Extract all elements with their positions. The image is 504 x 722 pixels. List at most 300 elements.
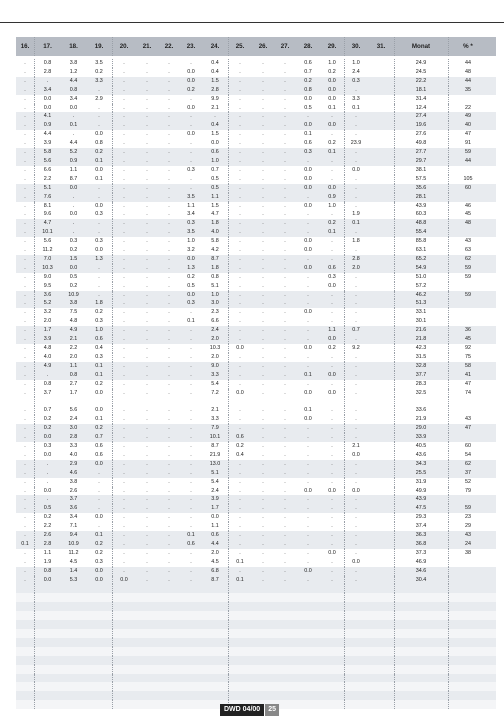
table-cell: . xyxy=(262,416,264,423)
table-cell: . xyxy=(284,380,286,387)
column-separator xyxy=(394,139,395,148)
table-cell xyxy=(368,380,394,389)
table-cell: . xyxy=(355,184,357,191)
table-cell: . xyxy=(331,362,333,369)
column-separator xyxy=(448,540,449,549)
table-cell: 75 xyxy=(465,353,471,360)
table-cell: . xyxy=(168,229,170,236)
column-separator xyxy=(34,264,35,273)
table-cell: 49 xyxy=(465,113,471,120)
column-separator xyxy=(448,602,449,611)
table-cell: . xyxy=(24,318,26,325)
column-separator xyxy=(448,380,449,389)
table-row xyxy=(16,487,496,496)
table-cell: . xyxy=(190,362,192,369)
table-cell: . xyxy=(331,451,333,458)
table-cell: 3.4 xyxy=(43,86,52,93)
table-cell: . xyxy=(262,104,264,111)
table-cell xyxy=(368,237,394,246)
table-cell: 0.1 xyxy=(236,576,244,583)
table-cell: . xyxy=(123,175,125,182)
table-cell: 2.0 xyxy=(69,353,78,360)
table-row xyxy=(16,353,496,362)
table-cell xyxy=(368,504,394,513)
table-cell: 0.0 xyxy=(236,389,244,396)
empty-row xyxy=(16,674,496,683)
column-separator xyxy=(34,682,35,691)
column-separator xyxy=(448,353,449,362)
table-cell: 2.8 xyxy=(43,68,52,75)
table-cell: . xyxy=(307,327,309,334)
table-cell: 5.1 xyxy=(43,184,52,191)
column-separator xyxy=(344,629,345,638)
table-cell: . xyxy=(239,496,241,503)
table-cell: 1.5 xyxy=(211,131,219,138)
table-cell: 0.2 xyxy=(43,425,52,432)
table-cell: . xyxy=(307,442,309,449)
table-cell: . xyxy=(146,532,148,539)
table-cell: . xyxy=(146,68,148,75)
column-separator xyxy=(34,558,35,567)
table-row xyxy=(16,273,496,282)
table-cell xyxy=(368,326,394,335)
column-separator xyxy=(448,389,449,398)
table-cell xyxy=(448,299,488,308)
table-cell: 2.8 xyxy=(211,86,219,93)
table-cell: 46 xyxy=(465,202,471,209)
column-separator xyxy=(394,469,395,478)
table-cell: . xyxy=(98,487,100,494)
table-cell: 7.1 xyxy=(69,523,78,530)
column-separator xyxy=(228,451,229,460)
column-separator xyxy=(34,59,35,68)
table-cell: 29.3 xyxy=(415,514,427,521)
table-cell xyxy=(368,353,394,362)
table-cell: . xyxy=(146,558,148,565)
table-cell: . xyxy=(24,469,26,476)
table-cell: 19.6 xyxy=(415,122,427,129)
table-cell: . xyxy=(262,576,264,583)
table-cell: 0.0 xyxy=(43,576,52,583)
column-separator xyxy=(228,157,229,166)
table-cell: . xyxy=(262,442,264,449)
table-cell: 0.0 xyxy=(43,434,52,441)
table-cell: . xyxy=(331,353,333,360)
column-separator xyxy=(228,130,229,139)
table-cell: . xyxy=(123,211,125,218)
table-cell: . xyxy=(355,532,357,539)
table-cell: . xyxy=(168,407,170,414)
table-cell: . xyxy=(24,451,26,458)
column-separator xyxy=(344,442,345,451)
table-cell: . xyxy=(190,505,192,512)
table-cell: 4.7 xyxy=(43,220,52,227)
table-cell: 21.6 xyxy=(415,327,427,334)
table-cell: . xyxy=(123,309,125,316)
column-separator xyxy=(112,584,113,593)
column-separator xyxy=(34,335,35,344)
table-cell: . xyxy=(24,220,26,227)
table-cell xyxy=(368,219,394,228)
table-cell xyxy=(448,308,488,317)
column-separator xyxy=(228,620,229,629)
table-cell: . xyxy=(262,273,264,280)
column-separator xyxy=(112,326,113,335)
table-cell: 6.6 xyxy=(43,166,52,173)
table-cell: . xyxy=(146,416,148,423)
column-separator xyxy=(448,77,449,86)
column-separator xyxy=(228,273,229,282)
table-cell: . xyxy=(262,336,264,343)
table-cell: . xyxy=(168,425,170,432)
table-row xyxy=(16,362,496,371)
column-separator xyxy=(112,424,113,433)
table-cell: . xyxy=(239,327,241,334)
column-separator xyxy=(34,308,35,317)
table-cell: 24.9 xyxy=(415,60,427,66)
empty-row xyxy=(16,665,496,674)
table-row xyxy=(16,264,496,273)
table-cell: 44 xyxy=(465,157,471,164)
column-separator xyxy=(344,362,345,371)
column-separator xyxy=(344,255,345,264)
table-cell: 31.5 xyxy=(415,353,427,360)
table-cell: . xyxy=(355,353,357,360)
table-cell: . xyxy=(331,460,333,467)
column-separator xyxy=(344,691,345,700)
table-cell: . xyxy=(123,193,125,200)
column-separator xyxy=(394,433,395,442)
table-cell: . xyxy=(239,380,241,387)
table-cell: . xyxy=(168,514,170,521)
table-cell: 33.1 xyxy=(415,309,427,316)
table-cell: . xyxy=(307,558,309,565)
table-cell: . xyxy=(123,273,125,280)
table-cell: . xyxy=(239,273,241,280)
table-cell: 6.6 xyxy=(211,318,219,325)
table-cell xyxy=(368,184,394,193)
table-cell: . xyxy=(146,184,148,191)
table-cell: 63.1 xyxy=(415,247,427,254)
table-cell xyxy=(368,442,394,451)
table-cell: . xyxy=(284,442,286,449)
table-cell: 0.2 xyxy=(95,425,103,432)
table-cell: 0.0 xyxy=(187,104,195,111)
column-header: 31. xyxy=(376,43,386,50)
column-separator xyxy=(112,291,113,300)
table-cell: 0.3 xyxy=(95,353,103,360)
column-separator xyxy=(448,273,449,282)
table-row xyxy=(16,326,496,335)
table-cell: . xyxy=(307,193,309,200)
table-cell xyxy=(368,166,394,175)
table-cell xyxy=(368,193,394,202)
table-cell: 48.8 xyxy=(415,220,427,227)
table-cell: . xyxy=(239,300,241,307)
table-cell: 0.1 xyxy=(187,318,195,325)
column-separator xyxy=(34,700,35,709)
column-separator xyxy=(228,104,229,113)
column-separator xyxy=(34,148,35,157)
table-cell: 0.4 xyxy=(95,345,103,351)
empty-row xyxy=(16,611,496,620)
table-cell: 1.3 xyxy=(187,264,195,271)
column-separator xyxy=(394,175,395,184)
table-cell: 43 xyxy=(465,532,471,539)
column-separator xyxy=(34,593,35,602)
table-cell: . xyxy=(331,478,333,485)
table-cell: 0.2 xyxy=(95,540,103,547)
table-cell: 0.5 xyxy=(304,104,312,111)
table-cell: 3.4 xyxy=(69,514,78,521)
table-cell: . xyxy=(307,540,309,547)
table-cell xyxy=(368,112,394,121)
table-cell: . xyxy=(146,122,148,129)
table-cell: . xyxy=(190,140,192,147)
column-separator xyxy=(448,665,449,674)
table-cell: . xyxy=(355,131,357,138)
column-separator xyxy=(448,371,449,380)
table-cell: . xyxy=(355,469,357,476)
table-cell: 4.0 xyxy=(211,229,219,236)
table-cell: 5.6 xyxy=(43,238,52,245)
table-cell: 0.2 xyxy=(69,282,78,289)
table-cell xyxy=(368,308,394,317)
column-separator xyxy=(394,273,395,282)
table-row xyxy=(16,451,496,460)
table-cell: 29.0 xyxy=(415,425,427,432)
table-cell: . xyxy=(284,77,286,84)
table-cell: 4.4 xyxy=(69,77,78,84)
column-separator xyxy=(394,95,395,104)
table-cell: . xyxy=(355,336,357,343)
table-cell: 0.2 xyxy=(95,149,103,156)
table-cell: 0.0 xyxy=(304,309,312,316)
table-cell: . xyxy=(262,140,264,147)
table-cell xyxy=(368,59,394,68)
table-cell xyxy=(368,246,394,255)
column-separator xyxy=(344,246,345,255)
table-cell xyxy=(368,130,394,139)
table-cell: . xyxy=(262,345,264,351)
column-separator xyxy=(34,674,35,683)
column-separator xyxy=(112,576,113,585)
column-separator xyxy=(34,451,35,460)
column-separator xyxy=(34,255,35,264)
table-cell: 0.9 xyxy=(328,193,336,200)
column-separator xyxy=(112,478,113,487)
table-cell: . xyxy=(262,567,264,574)
column-header: 21. xyxy=(142,43,152,50)
table-cell: . xyxy=(355,86,357,93)
table-cell: . xyxy=(284,60,286,66)
table-cell: . xyxy=(146,131,148,138)
table-cell: 8.7 xyxy=(211,442,219,449)
column-separator xyxy=(394,691,395,700)
table-cell xyxy=(368,210,394,219)
table-cell: 0.0 xyxy=(69,264,78,271)
column-separator xyxy=(448,406,449,415)
column-separator xyxy=(344,513,345,522)
table-cell: . xyxy=(123,300,125,307)
column-separator xyxy=(112,638,113,647)
column-separator xyxy=(112,37,113,56)
table-cell: 27.6 xyxy=(415,131,427,138)
table-cell: . xyxy=(262,282,264,289)
table-cell: 0.4 xyxy=(211,60,219,66)
table-cell: . xyxy=(239,487,241,494)
table-row xyxy=(16,513,496,522)
table-cell: . xyxy=(168,300,170,307)
column-separator xyxy=(228,389,229,398)
table-cell: . xyxy=(262,327,264,334)
table-cell: . xyxy=(331,175,333,182)
table-cell: . xyxy=(98,220,100,227)
column-separator xyxy=(34,202,35,211)
table-cell: 2.8 xyxy=(352,255,360,262)
table-cell: 0.0 xyxy=(95,576,103,583)
table-cell: . xyxy=(307,157,309,164)
table-cell: 3.4 xyxy=(69,95,78,102)
table-cell: . xyxy=(355,425,357,432)
column-separator xyxy=(112,389,113,398)
table-cell: . xyxy=(123,505,125,512)
table-cell: . xyxy=(239,77,241,84)
table-cell: 85.8 xyxy=(415,238,427,245)
table-row xyxy=(16,139,496,148)
table-cell: . xyxy=(355,291,357,298)
table-cell: 0.0 xyxy=(328,371,336,378)
table-cell: . xyxy=(24,353,26,360)
table-cell: . xyxy=(146,247,148,254)
column-separator xyxy=(112,674,113,683)
table-cell: . xyxy=(72,220,75,227)
column-separator xyxy=(34,647,35,656)
column-separator xyxy=(344,344,345,353)
column-separator xyxy=(448,282,449,291)
table-cell: . xyxy=(190,478,192,485)
table-cell: 18.1 xyxy=(415,86,427,93)
table-cell: 2.8 xyxy=(69,434,78,441)
table-cell: . xyxy=(355,514,357,521)
column-separator xyxy=(394,415,395,424)
table-cell: . xyxy=(98,505,100,512)
table-cell: . xyxy=(123,523,125,530)
table-cell: 2.4 xyxy=(69,416,78,423)
table-cell: 0.0 xyxy=(304,345,312,351)
table-cell: . xyxy=(262,184,264,191)
table-cell: 33.6 xyxy=(415,407,427,414)
table-cell: . xyxy=(168,273,170,280)
table-cell: 59 xyxy=(465,291,471,298)
table-cell: . xyxy=(146,86,148,93)
table-cell: . xyxy=(284,336,286,343)
column-separator xyxy=(448,504,449,513)
column-separator xyxy=(448,264,449,273)
table-cell: . xyxy=(146,514,148,521)
table-cell: . xyxy=(24,514,26,521)
table-cell: . xyxy=(146,113,148,120)
table-cell: 0.0 xyxy=(95,166,103,173)
column-separator xyxy=(394,665,395,674)
table-cell: 25.5 xyxy=(415,469,427,476)
table-cell: 2.0 xyxy=(352,264,360,271)
column-separator xyxy=(112,549,113,558)
column-separator xyxy=(344,451,345,460)
table-cell: 2.0 xyxy=(43,318,52,325)
column-separator xyxy=(394,567,395,576)
table-cell: 4.8 xyxy=(43,345,52,351)
table-cell: . xyxy=(168,345,170,351)
column-separator xyxy=(448,237,449,246)
table-cell: . xyxy=(123,220,125,227)
table-cell: . xyxy=(98,184,100,191)
table-cell: 0.6 xyxy=(211,532,219,539)
column-separator xyxy=(228,665,229,674)
table-cell: 0.5 xyxy=(69,273,78,280)
column-separator xyxy=(112,148,113,157)
table-cell: 0.2 xyxy=(328,220,336,227)
column-separator xyxy=(394,611,395,620)
column-separator xyxy=(34,397,35,406)
table-cell: 57.2 xyxy=(415,282,427,289)
table-cell: . xyxy=(123,353,125,360)
column-separator xyxy=(448,513,449,522)
column-separator xyxy=(34,487,35,496)
column-separator xyxy=(112,700,113,709)
table-row xyxy=(16,335,496,344)
table-cell: . xyxy=(72,131,75,138)
table-cell: . xyxy=(239,309,241,316)
column-separator xyxy=(34,353,35,362)
column-separator xyxy=(448,629,449,638)
table-cell: . xyxy=(146,505,148,512)
table-cell: . xyxy=(168,202,170,209)
table-cell: 21.9 xyxy=(209,451,221,458)
table-cell: 0.3 xyxy=(95,318,103,325)
table-cell: . xyxy=(24,113,26,120)
table-cell: . xyxy=(284,157,286,164)
column-separator xyxy=(394,513,395,522)
table-cell: 9.0 xyxy=(43,273,52,280)
table-cell: 9.6 xyxy=(43,211,52,218)
column-separator xyxy=(344,656,345,665)
table-cell: 30.1 xyxy=(415,318,427,325)
column-separator xyxy=(344,665,345,674)
table-cell: 48 xyxy=(465,68,471,75)
table-cell: . xyxy=(123,157,125,164)
table-cell: 0.3 xyxy=(328,273,336,280)
table-cell: . xyxy=(123,131,125,138)
table-cell: . xyxy=(284,318,286,325)
table-cell: 43 xyxy=(465,238,471,245)
table-cell: . xyxy=(123,540,125,547)
table-cell: 0.0 xyxy=(187,291,195,298)
table-cell: . xyxy=(262,371,264,378)
table-cell: . xyxy=(24,166,26,173)
table-cell: . xyxy=(262,300,264,307)
table-cell xyxy=(368,522,394,531)
table-cell: . xyxy=(307,469,309,476)
table-cell xyxy=(368,433,394,442)
column-separator xyxy=(448,576,449,585)
column-separator xyxy=(228,291,229,300)
table-cell: 30.4 xyxy=(415,576,427,583)
table-cell: 0.1 xyxy=(95,532,103,539)
table-cell: . xyxy=(307,478,309,485)
table-cell: 43 xyxy=(465,416,471,423)
column-separator xyxy=(394,638,395,647)
